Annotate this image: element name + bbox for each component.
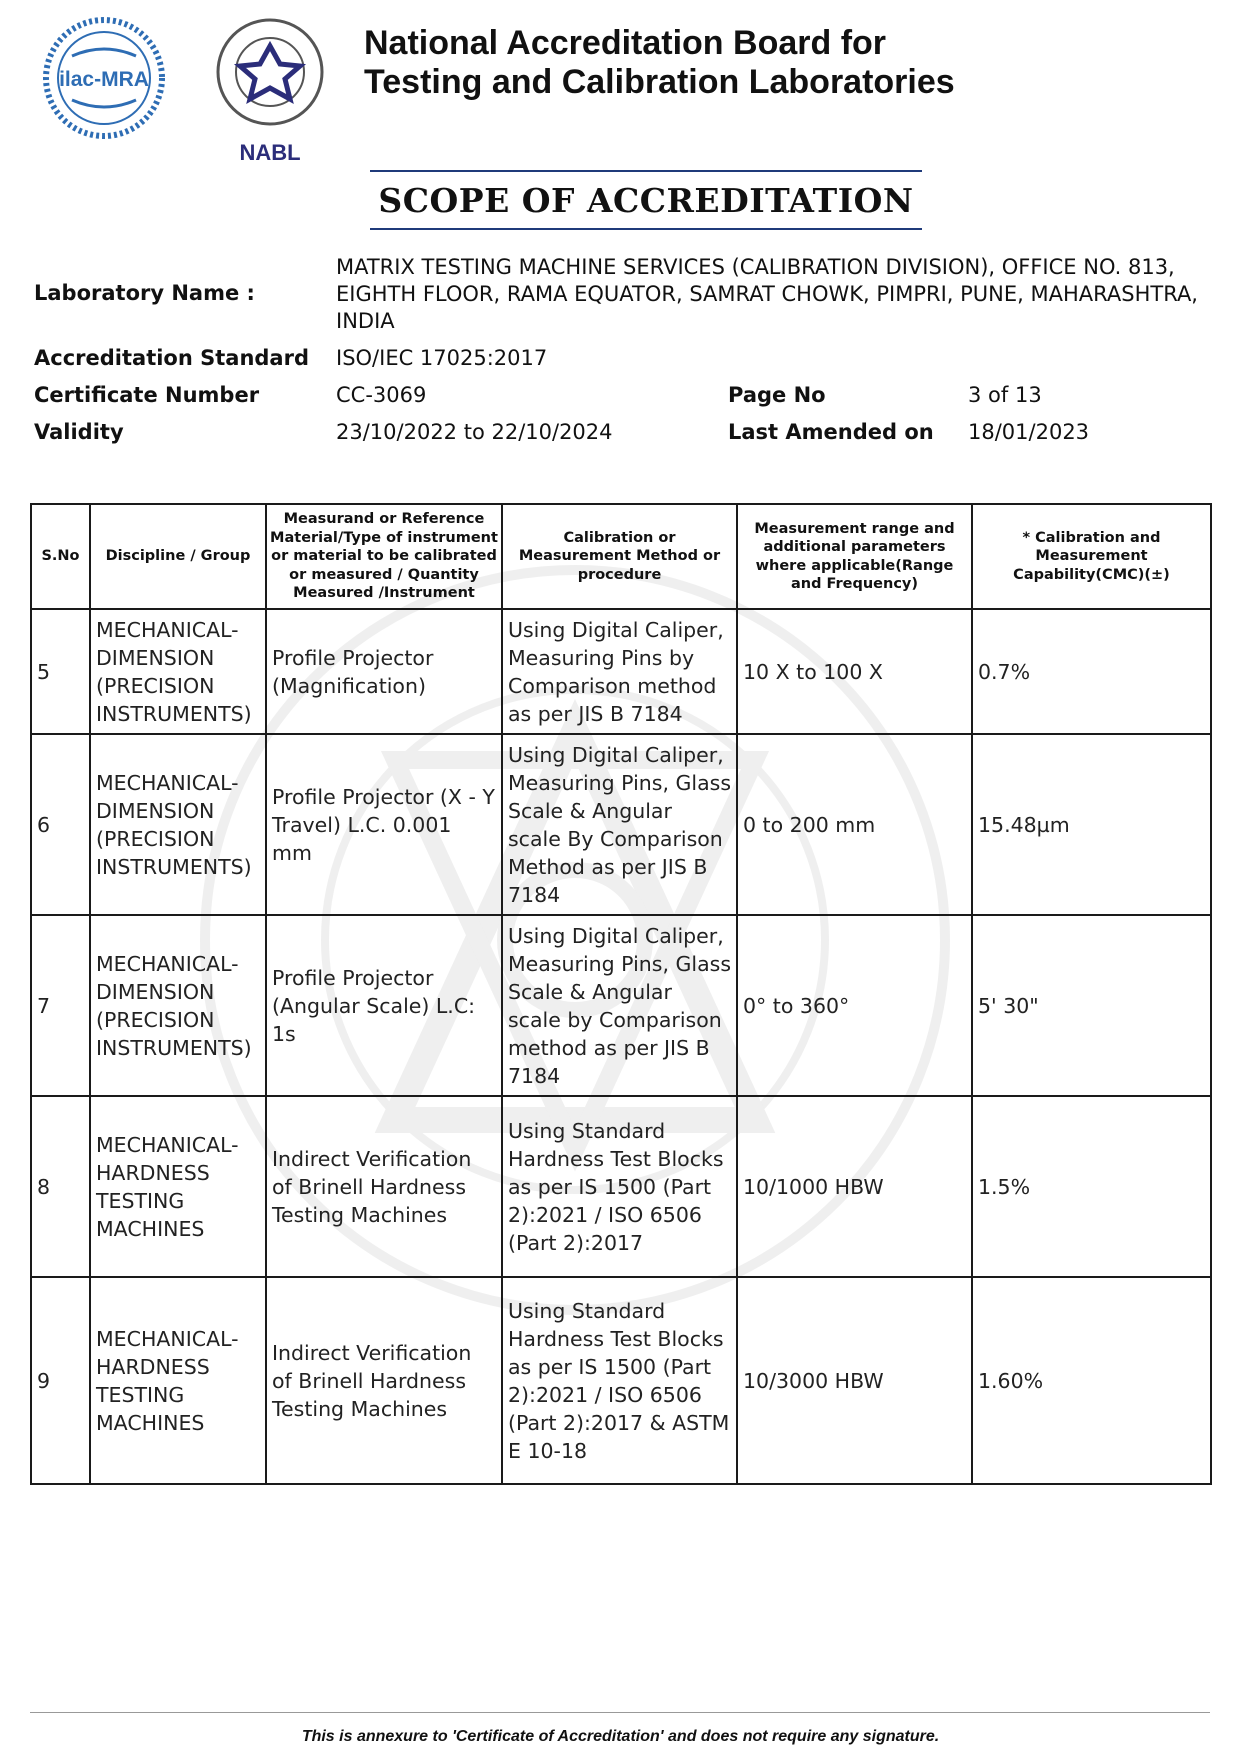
cell-sno: 8	[31, 1096, 90, 1277]
footer-note: This is annexure to 'Certificate of Accreditation' and does not require any signature.	[301, 1728, 940, 1745]
table-header-row	[31, 504, 1211, 609]
cell-sno: 6	[31, 734, 90, 915]
lab-name-line: MATRIX TESTING MACHINE SERVICES (CALIBRATION DIVISION), OFFICE NO. 813,	[336, 255, 1175, 279]
cell-cmc: 0.7%	[972, 609, 1211, 734]
cell-measurand: Profile Projector (Angular Scale) L.C: 1s	[266, 915, 502, 1096]
svg-text:NABL: NABL	[239, 140, 301, 165]
org-title-line2: Testing and Calibration Laboratories	[364, 63, 955, 101]
standard-label: Accreditation Standard	[34, 346, 309, 370]
cell-cmc: 1.5%	[972, 1096, 1211, 1277]
validity-label: Validity	[34, 420, 124, 444]
cell-method: Using Digital Caliper, Measuring Pins by Comparison method as per JIS B 7184	[502, 609, 737, 734]
page-no-value: 3 of 13	[968, 383, 1042, 407]
lab-name-line: EIGHTH FLOOR, RAMA EQUATOR, SAMRAT CHOWK, PIMPRI, PUNE, MAHARASHTRA,	[336, 282, 1198, 306]
page-no-label: Page No	[728, 383, 826, 407]
certificate-label: Certificate Number	[34, 383, 260, 407]
cell-method: Using Standard Hardness Test Blocks as per IS 1500 (Part 2):2021 / ISO 6506 (Part 2):2017 & ASTM E 10-18	[502, 1277, 737, 1484]
col-header-measurand: Measurand or Reference Material/Type of instrument or material to be calibrated or measured / Quantity Measured /Instrument	[266, 504, 502, 609]
lab-name-label: Laboratory Name :	[34, 281, 255, 305]
cell-range: 10 X to 100 X	[737, 609, 972, 734]
last-amended-value: 18/01/2023	[968, 420, 1090, 444]
cell-discipline: MECHANICAL- DIMENSION (PRECISION INSTRUMENTS)	[90, 609, 266, 734]
table-row	[31, 1096, 1211, 1277]
col-header-method: Calibration or Measurement Method or procedure	[502, 504, 737, 609]
organization-title	[364, 24, 955, 102]
col-header-cmc: * Calibration and Measurement Capability(CMC)(±)	[972, 504, 1211, 609]
cell-range: 0 to 200 mm	[737, 734, 972, 915]
col-header-discipline: Discipline / Group	[90, 504, 266, 609]
cell-method: Using Digital Caliper, Measuring Pins, Glass Scale & Angular scale By Comparison Method as per JIS B 7184	[502, 734, 737, 915]
cell-discipline: MECHANICAL- DIMENSION (PRECISION INSTRUMENTS)	[90, 915, 266, 1096]
cell-method: Using Standard Hardness Test Blocks as per IS 1500 (Part 2):2021 / ISO 6506 (Part 2):2017	[502, 1096, 737, 1277]
standard-value: ISO/IEC 17025:2017	[336, 346, 548, 370]
table-row	[31, 734, 1211, 915]
nabl-logo	[210, 12, 330, 172]
cell-measurand: Indirect Verification of Brinell Hardness Testing Machines	[266, 1277, 502, 1484]
svg-text:ilac-MRA: ilac-MRA	[59, 68, 149, 91]
cell-measurand: Indirect Verification of Brinell Hardness Testing Machines	[266, 1096, 502, 1277]
col-header-range: Measurement range and additional parameters where applicable(Range and Frequency)	[737, 504, 972, 609]
lab-name-line: INDIA	[336, 309, 395, 333]
scope-table	[30, 503, 1212, 1485]
col-header-sno: S.No	[31, 504, 90, 609]
scope-title: SCOPE OF ACCREDITATION	[370, 170, 922, 230]
table-row	[31, 609, 1211, 734]
table-row	[31, 1277, 1211, 1484]
cell-sno: 5	[31, 609, 90, 734]
cell-discipline: MECHANICAL- HARDNESS TESTING MACHINES	[90, 1096, 266, 1277]
cell-discipline: MECHANICAL- HARDNESS TESTING MACHINES	[90, 1277, 266, 1484]
last-amended-label: Last Amended on	[728, 420, 934, 444]
cell-cmc: 5' 30"	[972, 915, 1211, 1096]
ilac-mra-logo	[42, 12, 166, 152]
footer-divider	[30, 1712, 1210, 1713]
cell-cmc: 15.48µm	[972, 734, 1211, 915]
cell-range: 0° to 360°	[737, 915, 972, 1096]
certificate-value: CC-3069	[336, 383, 427, 407]
cell-measurand: Profile Projector (Magnification)	[266, 609, 502, 734]
cell-sno: 7	[31, 915, 90, 1096]
cell-cmc: 1.60%	[972, 1277, 1211, 1484]
cell-method: Using Digital Caliper, Measuring Pins, Glass Scale & Angular scale by Comparison method as per JIS B 7184	[502, 915, 737, 1096]
cell-discipline: MECHANICAL- DIMENSION (PRECISION INSTRUMENTS)	[90, 734, 266, 915]
table-row	[31, 915, 1211, 1096]
validity-value: 23/10/2022 to 22/10/2024	[336, 420, 613, 444]
cell-sno: 9	[31, 1277, 90, 1484]
cell-range: 10/3000 HBW	[737, 1277, 972, 1484]
lab-name-value	[336, 254, 1198, 335]
cell-range: 10/1000 HBW	[737, 1096, 972, 1277]
cell-measurand: Profile Projector (X - Y Travel) L.C. 0.001 mm	[266, 734, 502, 915]
org-title-line1: National Accreditation Board for	[364, 24, 887, 62]
